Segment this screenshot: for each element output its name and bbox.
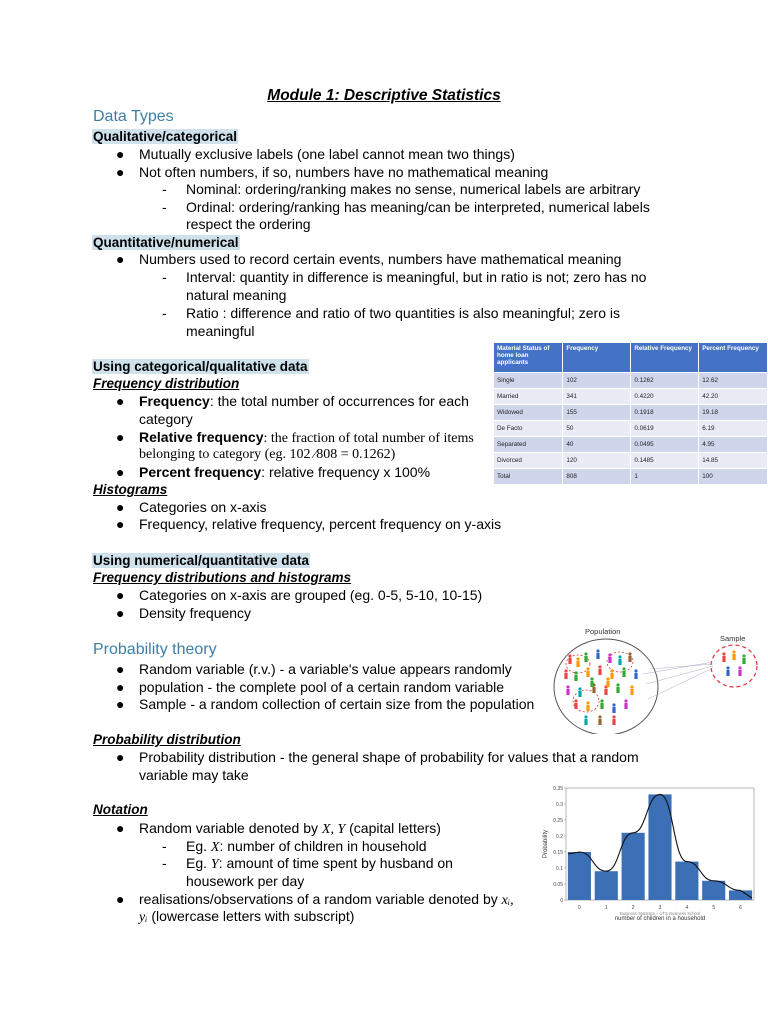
person-head	[732, 650, 735, 653]
qual-d2a: Ordinal: ordering/ranking has meaning/can be interpreted, numerical labels	[186, 199, 650, 215]
bar	[595, 871, 618, 900]
table-cell: 0.1918	[631, 405, 699, 421]
table-cell: 40	[563, 437, 631, 453]
table-cell: 19.18	[699, 405, 768, 421]
not-b3-var: yᵢ	[139, 910, 148, 925]
person-body	[630, 689, 633, 695]
page-title: Module 1: Descriptive Statistics	[267, 87, 501, 104]
qual-b1: Mutually exclusive labels (one label cannot mean two things)	[139, 146, 515, 162]
not-d1-var: X	[210, 840, 220, 855]
person-body	[612, 719, 615, 725]
person-head	[574, 699, 577, 702]
not-b3	[139, 908, 354, 926]
bullet-dot: ●	[116, 820, 125, 836]
table-cell: 12.62	[699, 373, 768, 389]
person-head	[576, 657, 579, 660]
person-body	[574, 703, 577, 709]
x-tick-label: 6	[739, 905, 742, 911]
x-tick-label: 1	[604, 905, 608, 911]
person-head	[568, 654, 571, 657]
bullet-dot: ●	[116, 696, 125, 712]
table-header-row	[494, 343, 768, 373]
person-head	[598, 665, 601, 668]
bar	[622, 833, 645, 900]
qualitative-label: Qualitative/categorical	[93, 129, 238, 144]
table-cell: 0.1262	[631, 373, 699, 389]
not-b1-post: (capital letters)	[345, 820, 441, 836]
person-body	[584, 656, 587, 662]
table-cell: 6.19	[699, 421, 768, 437]
person-head	[618, 655, 621, 658]
bullet-dot: ●	[116, 146, 125, 162]
bullet-dot: ●	[116, 679, 125, 695]
not-d2-var: Y	[210, 857, 219, 872]
person-head	[612, 703, 615, 706]
table-cell: 4.95	[699, 437, 768, 453]
table-row	[494, 469, 768, 485]
data-types-heading: Data Types	[93, 108, 174, 125]
x-axis-label: number of children in a household	[614, 916, 706, 922]
freq-term: Frequency	[139, 393, 210, 409]
not-d1	[186, 838, 427, 856]
frequency-distribution-label: Frequency distribution	[93, 376, 240, 391]
table-header-cell: Percent Frequency	[699, 343, 768, 373]
person-head	[574, 671, 577, 674]
person-body	[606, 681, 609, 687]
person-body	[726, 670, 729, 676]
person-body	[586, 705, 589, 711]
person-body	[722, 656, 725, 662]
bullet-dot: ●	[116, 749, 125, 765]
not-d2-post: : amount of time spent by husband on	[218, 855, 453, 871]
bullet-dot: ●	[116, 516, 125, 532]
person-head	[630, 685, 633, 688]
pct-term: Percent frequency	[139, 464, 262, 480]
table-cell: 341	[563, 389, 631, 405]
dash: -	[162, 269, 167, 285]
population-sample-diagram	[548, 624, 763, 734]
dash: -	[162, 305, 167, 321]
table-cell: 0.0495	[631, 437, 699, 453]
rel-text: : the fraction of total number of items	[263, 431, 474, 446]
not-b2-pre: realisations/observations of a random variable denoted by	[139, 891, 502, 907]
person-head	[590, 677, 593, 680]
bar	[648, 794, 671, 900]
dash: -	[162, 855, 167, 871]
qual-d1: Nominal: ordering/ranking makes no sense, numerical labels are arbitrary	[186, 181, 641, 197]
person-body	[732, 654, 735, 660]
probability-bar-chart	[538, 782, 760, 922]
person-body	[622, 671, 625, 677]
bullet-dot: ●	[116, 393, 125, 409]
person-head	[612, 715, 615, 718]
person-body	[610, 673, 613, 679]
bullet-dot: ●	[116, 499, 125, 515]
hist-b2: Frequency, relative frequency, percent frequency on y-axis	[139, 516, 502, 532]
table-cell: Total	[494, 469, 563, 485]
histograms-label: Histograms	[93, 482, 168, 497]
person-body	[624, 703, 627, 709]
y-tick-label: 0.1	[556, 866, 563, 872]
notation-label: Notation	[93, 802, 148, 817]
not-b3-post: (lowercase letters with subscript)	[147, 908, 355, 924]
person-body	[566, 689, 569, 695]
table-cell: 120	[563, 453, 631, 469]
person-head	[722, 652, 725, 655]
person-body	[578, 691, 581, 697]
bullet-dot: ●	[116, 429, 125, 445]
person-body	[574, 675, 577, 681]
person-head	[634, 669, 637, 672]
probability-heading: Probability theory	[93, 641, 217, 658]
freq-line-2: category	[139, 411, 193, 427]
person-head	[586, 667, 589, 670]
bullet-dot: ●	[116, 891, 125, 907]
person-body	[598, 669, 601, 675]
person-body	[568, 658, 571, 664]
not-d2-pre: Eg.	[186, 855, 211, 871]
quant-d1a: Interval: quantity in difference is meaningful, but in ratio is not; zero has no	[186, 269, 647, 285]
person-body	[604, 689, 607, 695]
person-head	[564, 669, 567, 672]
person-head	[726, 666, 729, 669]
table-cell: 808	[563, 469, 631, 485]
quant-d2b: meaningful	[186, 323, 255, 339]
table-cell: 14.85	[699, 453, 768, 469]
person-head	[610, 669, 613, 672]
bullet-dot: ●	[116, 605, 125, 621]
person-head	[600, 699, 603, 702]
table-cell: Widowed	[494, 405, 563, 421]
person-body	[616, 687, 619, 693]
table-cell: Separated	[494, 437, 563, 453]
x-tick-label: 4	[685, 905, 689, 911]
pd-b1b: variable may take	[139, 767, 249, 783]
prob-b2: population - the complete pool of a certain random variable	[139, 679, 504, 695]
table-row	[494, 405, 768, 421]
frequency-table	[493, 342, 768, 485]
bullet-dot: ●	[116, 251, 125, 267]
table-row	[494, 421, 768, 437]
quantitative-label: Quantitative/numerical	[93, 235, 239, 250]
sample-caption: Sample	[720, 634, 746, 643]
person-body	[738, 670, 741, 676]
pct-text: : relative frequency x 100%	[261, 464, 431, 480]
person-head	[624, 699, 627, 702]
prob-b1: Random variable (r.v.) - a variable's value appears randomly	[139, 661, 512, 677]
y-tick-label: 0.05	[553, 882, 563, 888]
table-cell: Single	[494, 373, 563, 389]
prob-b3: Sample - a random collection of certain size from the population	[139, 696, 535, 712]
freq-line	[139, 393, 469, 410]
person-body	[612, 707, 615, 713]
y-tick-label: 0.15	[553, 850, 563, 856]
person-body	[618, 659, 621, 665]
bullet-dot: ●	[116, 587, 125, 603]
pct-line	[139, 464, 430, 481]
table-cell: 0.4220	[631, 389, 699, 405]
num-b1: Categories on x-axis are grouped (eg. 0-5, 5-10, 10-15)	[139, 587, 483, 603]
table-cell: 0.1485	[631, 453, 699, 469]
table-cell: Married	[494, 389, 563, 405]
person-body	[634, 673, 637, 679]
table-cell: 0.0619	[631, 421, 699, 437]
x-tick-label: 3	[658, 905, 662, 911]
x-tick-label: 0	[578, 905, 581, 911]
num-b2: Density frequency	[139, 605, 252, 621]
person-body	[590, 681, 593, 687]
y-tick-label: 0.2	[556, 834, 563, 840]
not-b2-var: xᵢ,	[501, 893, 514, 908]
freq-dist-hist-label: Frequency distributions and histograms	[93, 570, 352, 585]
table-cell: 102	[563, 373, 631, 389]
person-body	[596, 653, 599, 659]
dash: -	[162, 181, 167, 197]
dash: -	[162, 199, 167, 215]
rel-term: Relative frequency	[139, 429, 264, 445]
y-tick-label: 0.25	[553, 818, 563, 824]
not-b2	[139, 891, 514, 909]
table-cell: 50	[563, 421, 631, 437]
y-axis-label: Probability	[543, 829, 549, 859]
person-body	[586, 671, 589, 677]
table-header-cell: Relative Frequency	[631, 343, 699, 373]
table-cell: 42.20	[699, 389, 768, 405]
table-cell: De Facto	[494, 421, 563, 437]
rel-line-2: belonging to category (eg. 102 ⁄808 = 0.1262)	[139, 447, 396, 462]
quant-d1b: natural meaning	[186, 287, 287, 303]
x-tick-label: 2	[631, 905, 635, 911]
person-body	[584, 719, 587, 725]
person-body	[598, 719, 601, 725]
not-d1-post: : number of children in household	[219, 838, 427, 854]
person-body	[576, 661, 579, 667]
freq-text: : the total number of occurrences for each	[209, 393, 469, 409]
person-body	[628, 656, 631, 662]
bar	[675, 862, 698, 900]
table-row	[494, 437, 768, 453]
population-caption: Population	[585, 627, 621, 636]
x-tick-label: 5	[712, 905, 716, 911]
pd-b1a: Probability distribution - the general shape of probability for values that a random	[139, 749, 639, 765]
y-tick-label: 0	[560, 898, 563, 904]
not-d1-pre: Eg.	[186, 838, 211, 854]
not-d2	[186, 855, 453, 873]
bullet-dot: ●	[116, 661, 125, 677]
categorical-section-label: Using categorical/qualitative data	[93, 359, 308, 374]
y-tick-label: 0.35	[553, 786, 563, 792]
hist-b1: Categories on x-axis	[139, 499, 267, 515]
table-row	[494, 373, 768, 389]
prob-dist-label: Probability distribution	[93, 732, 241, 747]
table-header-cell: Material Status of home loan applicants	[494, 343, 563, 373]
not-b1-var: X, Y	[321, 822, 346, 837]
numerical-section-label: Using numerical/quantitative data	[93, 553, 310, 568]
person-head	[584, 715, 587, 718]
person-body	[592, 687, 595, 693]
bullet-dot: ●	[116, 464, 125, 480]
table-row	[494, 453, 768, 469]
person-head	[578, 687, 581, 690]
quant-b1: Numbers used to record certain events, numbers have mathematical meaning	[139, 251, 622, 267]
person-head	[586, 701, 589, 704]
bullet-dot: ●	[116, 164, 125, 180]
person-head	[738, 666, 741, 669]
table-row	[494, 389, 768, 405]
chart-source-note: Business Statistics – UTS Business School	[619, 911, 701, 916]
person-head	[584, 652, 587, 655]
dash: -	[162, 838, 167, 854]
table-cell: 100	[699, 469, 768, 485]
not-b1	[139, 820, 441, 838]
person-head	[606, 677, 609, 680]
person-head	[596, 649, 599, 652]
quant-d2a: Ratio : difference and ratio of two quantities is also meaningful; zero is	[186, 305, 620, 321]
person-body	[608, 657, 611, 663]
people-figures	[564, 649, 745, 725]
table-header-cell: Frequency	[563, 343, 631, 373]
qual-b2: Not often numbers, if so, numbers have no mathematical meaning	[139, 164, 549, 180]
person-head	[628, 652, 631, 655]
table-cell: 155	[563, 405, 631, 421]
qual-d2b: respect the ordering	[186, 216, 311, 232]
person-head	[742, 654, 745, 657]
bar	[702, 881, 725, 900]
table-cell: Divorced	[494, 453, 563, 469]
person-head	[608, 653, 611, 656]
person-body	[600, 703, 603, 709]
person-head	[616, 683, 619, 686]
person-head	[598, 715, 601, 718]
table-cell: 1	[631, 469, 699, 485]
person-head	[566, 685, 569, 688]
person-head	[622, 667, 625, 670]
person-body	[742, 658, 745, 664]
not-b1-pre: Random variable denoted by	[139, 820, 322, 836]
y-tick-label: 0.3	[556, 802, 563, 808]
rel-line	[139, 429, 474, 447]
person-body	[564, 673, 567, 679]
bar	[568, 852, 591, 900]
not-d2b: housework per day	[186, 873, 305, 889]
